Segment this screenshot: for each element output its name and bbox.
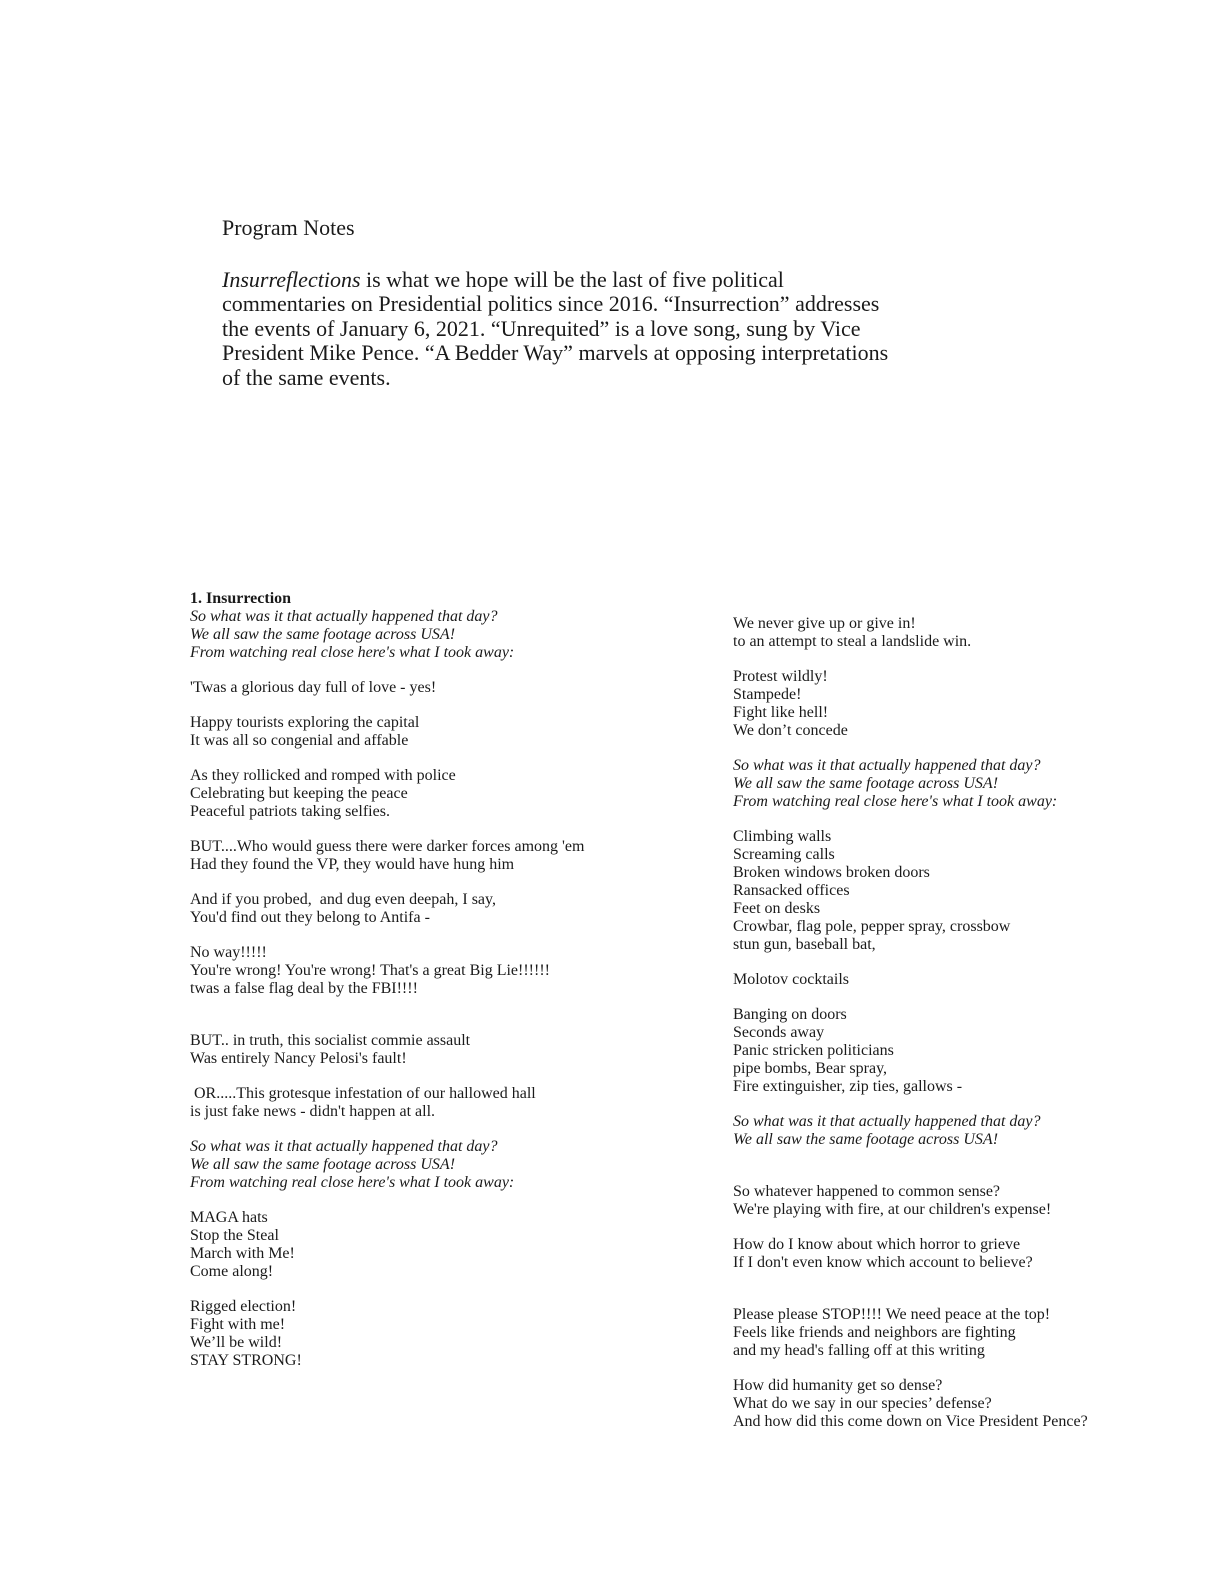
lyric-line: Stop the Steal [190, 1227, 279, 1244]
lyric-line: We’ll be wild! [190, 1334, 283, 1351]
lyric-line: Banging on doors [733, 1006, 847, 1023]
program-notes-line: the events of January 6, 2021. “Unrequited” is a love song, sung by Vice [222, 315, 861, 341]
stanza [190, 608, 670, 662]
lyric-line: We all saw the same footage across USA! [733, 1131, 999, 1148]
stanza [733, 1183, 1173, 1219]
stanza [733, 615, 1173, 651]
lyric-line: No way!!!!! [190, 944, 267, 961]
lyric-line: Please please STOP!!!! We need peace at the top! [733, 1306, 1051, 1323]
lyric-line: Fight with me! [190, 1316, 286, 1333]
lyric-line: Fight like hell! [733, 704, 829, 721]
lyric-line: Crowbar, flag pole, pepper spray, crossbow [733, 918, 1011, 935]
lyric-line: Protest wildly! [733, 668, 828, 685]
program-notes-body [222, 268, 982, 390]
lyric-line: is just fake news - didn't happen at all. [190, 1103, 436, 1120]
program-notes-line: President Mike Pence. “A Bedder Way” marvels at opposing interpretations [222, 340, 889, 366]
lyric-line: BUT....Who would guess there were darker forces among 'em [190, 838, 585, 855]
lyric-line: Ransacked offices [733, 882, 850, 899]
lyric-line: We all saw the same footage across USA! [190, 626, 456, 643]
stanza [733, 828, 1173, 954]
stanza [733, 1306, 1173, 1360]
lyric-line: And if you probed, and dug even deepah, I say, [190, 891, 496, 908]
stanza [190, 767, 670, 821]
stanza [733, 668, 1173, 740]
lyric-line: You're wrong! You're wrong! That's a great Big Lie!!!!!! [190, 962, 550, 979]
lyric-line: If I don't even know which account to believe? [733, 1254, 1033, 1271]
lyric-line: and my head's falling off at this writing [733, 1342, 985, 1359]
stanza [190, 1138, 670, 1192]
lyric-line: Was entirely Nancy Pelosi's fault! [190, 1050, 407, 1067]
lyric-line: From watching real close here's what I took away: [190, 1174, 515, 1191]
stanza [190, 944, 670, 998]
stanza [733, 1006, 1173, 1096]
lyric-line: What do we say in our species’ defense? [733, 1395, 992, 1412]
stanza [190, 891, 670, 927]
lyric-line: Climbing walls [733, 828, 832, 845]
stanza [733, 1236, 1173, 1272]
stanza [190, 679, 670, 697]
lyric-line: Screaming calls [733, 846, 835, 863]
stanza [733, 1377, 1173, 1431]
program-notes [222, 214, 982, 390]
lyric-line: You'd find out they belong to Antifa - [190, 909, 430, 926]
stanza [190, 1298, 670, 1370]
lyric-line: Had they found the VP, they would have hung him [190, 856, 515, 873]
lyric-line: Stampede! [733, 686, 802, 703]
lyric-line: OR.....This grotesque infestation of our hallowed hall [190, 1085, 536, 1102]
lyric-line: How do I know about which horror to grieve [733, 1236, 1021, 1253]
lyric-line: Feet on desks [733, 900, 821, 917]
lyric-line: Rigged election! [190, 1298, 297, 1315]
stanza [190, 838, 670, 874]
lyric-line: Feels like friends and neighbors are fighting [733, 1324, 1016, 1341]
lyric-line: We all saw the same footage across USA! [733, 775, 999, 792]
stanza [190, 1085, 670, 1121]
lyric-line: Fire extinguisher, zip ties, gallows - [733, 1078, 963, 1095]
lyric-line: Peaceful patriots taking selfies. [190, 803, 390, 820]
lyric-line: So what was it that actually happened that day? [733, 1113, 1041, 1130]
lyric-line: Panic stricken politicians [733, 1042, 894, 1059]
stanza [190, 1032, 670, 1068]
lyrics-column-left [190, 590, 670, 1387]
lyric-line: So what was it that actually happened that day? [733, 757, 1041, 774]
lyric-line: We don’t concede [733, 722, 848, 739]
lyric-line: stun gun, baseball bat, [733, 936, 876, 953]
stanza [190, 1209, 670, 1281]
lyric-line: How did humanity get so dense? [733, 1377, 943, 1394]
lyric-line: 'Twas a glorious day full of love - yes! [190, 679, 437, 696]
lyric-line: So what was it that actually happened that day? [190, 608, 498, 625]
lyric-line: And how did this come down on Vice President Pence? [733, 1413, 1088, 1430]
lyric-line: It was all so congenial and affable [190, 732, 409, 749]
stanza [733, 1113, 1173, 1149]
stanza [733, 757, 1173, 811]
song-title: 1. Insurrection [190, 590, 292, 607]
lyric-line: Molotov cocktails [733, 971, 849, 988]
lyric-line: We're playing with fire, at our children's expense! [733, 1201, 1052, 1218]
lyric-line: MAGA hats [190, 1209, 268, 1226]
lyric-line: We never give up or give in! [733, 615, 916, 632]
program-notes-heading: Program Notes [222, 215, 355, 240]
program-notes-title: Insurreflections [222, 267, 361, 292]
lyrics-column-right [733, 615, 1173, 1448]
lyric-line: to an attempt to steal a landslide win. [733, 633, 972, 650]
lyric-line: Happy tourists exploring the capital [190, 714, 420, 731]
program-notes-line: is what we hope will be the last of five political [360, 267, 784, 292]
program-notes-line: commentaries on Presidential politics since 2016. “Insurrection” addresses [222, 291, 880, 317]
left-stanzas [190, 608, 670, 1370]
stanza [733, 971, 1173, 989]
lyric-line: From watching real close here's what I took away: [190, 644, 515, 661]
stanza [190, 714, 670, 750]
right-stanzas [733, 615, 1173, 1431]
program-notes-line: of the same events. [222, 364, 391, 390]
lyric-line: Come along! [190, 1263, 274, 1280]
lyric-line: March with Me! [190, 1245, 295, 1262]
lyric-line: pipe bombs, Bear spray, [733, 1060, 888, 1077]
lyric-line: Broken windows broken doors [733, 864, 930, 881]
lyric-line: twas a false flag deal by the FBI!!!! [190, 980, 418, 997]
lyric-line: Celebrating but keeping the peace [190, 785, 408, 802]
lyric-line: As they rollicked and romped with police [190, 767, 456, 784]
lyric-line: Seconds away [733, 1024, 825, 1041]
lyric-line: STAY STRONG! [190, 1352, 302, 1369]
lyric-line: BUT.. in truth, this socialist commie assault [190, 1032, 471, 1049]
lyric-line: So what was it that actually happened that day? [190, 1138, 498, 1155]
lyric-line: So whatever happened to common sense? [733, 1183, 1001, 1200]
lyric-line: We all saw the same footage across USA! [190, 1156, 456, 1173]
lyric-line: From watching real close here's what I took away: [733, 793, 1058, 810]
